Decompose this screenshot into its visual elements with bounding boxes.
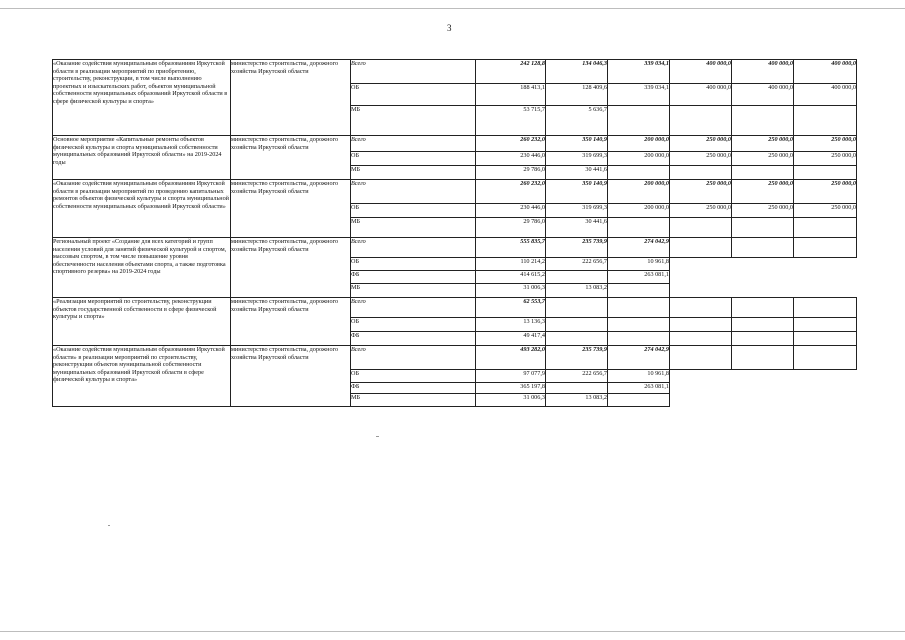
amount-cell (732, 271, 794, 284)
amount-cell: 400 000,0 (670, 84, 732, 106)
amount-cell: 134 046,3 (546, 60, 608, 84)
amount-cell (732, 394, 794, 407)
page-number: 3 (447, 23, 452, 33)
amount-cell (670, 318, 732, 332)
amount-cell: 400 000,0 (794, 84, 857, 106)
amount-cell: 31 006,3 (476, 284, 546, 298)
amount-cell: 400 000,0 (794, 60, 857, 84)
amount-cell (732, 258, 794, 271)
amount-cell (794, 106, 857, 136)
funding-source: ОБ (351, 318, 476, 332)
amount-cell (670, 238, 732, 258)
amount-cell (670, 258, 732, 271)
responsible-executor: министерство строительства, дорожного хозяйства Иркутской области (231, 180, 351, 238)
amount-cell (794, 166, 857, 180)
amount-cell (794, 394, 857, 407)
amount-cell: 250 000,0 (670, 204, 732, 218)
amount-cell: 200 000,0 (608, 204, 670, 218)
amount-cell: 350 140,9 (546, 180, 608, 204)
amount-cell: 62 553,7 (476, 298, 546, 318)
funding-source: ФБ (351, 332, 476, 346)
amount-cell (794, 238, 857, 258)
amount-cell (670, 284, 732, 298)
funding-source: Всего (351, 60, 476, 84)
amount-cell (732, 166, 794, 180)
amount-cell: 222 656,7 (546, 258, 608, 271)
amount-cell: 274 042,9 (608, 346, 670, 370)
funding-source: Всего (351, 136, 476, 152)
amount-cell (608, 284, 670, 298)
amount-cell: 339 034,1 (608, 84, 670, 106)
amount-cell: 235 739,9 (546, 238, 608, 258)
amount-cell (794, 383, 857, 394)
budget-row (53, 298, 857, 318)
responsible-executor: министерство строительства, дорожного хозяйства Иркутской области (231, 136, 351, 180)
amount-cell: 250 000,0 (732, 152, 794, 166)
amount-cell: 250 000,0 (732, 204, 794, 218)
amount-cell: 29 786,0 (476, 166, 546, 180)
amount-cell: 200 000,0 (608, 136, 670, 152)
amount-cell (546, 332, 608, 346)
amount-cell: 13 136,3 (476, 318, 546, 332)
amount-cell (794, 298, 857, 318)
budget-row (53, 238, 857, 258)
amount-cell (670, 346, 732, 370)
amount-cell (732, 383, 794, 394)
amount-cell: 555 835,7 (476, 238, 546, 258)
amount-cell (794, 258, 857, 271)
amount-cell (732, 284, 794, 298)
amount-cell: 350 140,9 (546, 136, 608, 152)
budget-row (53, 60, 857, 84)
amount-cell: 242 128,8 (476, 60, 546, 84)
amount-cell: 188 413,1 (476, 84, 546, 106)
amount-cell (546, 318, 608, 332)
amount-cell: 53 715,7 (476, 106, 546, 136)
amount-cell (732, 346, 794, 370)
amount-cell: 263 081,1 (608, 271, 670, 284)
amount-cell (732, 238, 794, 258)
funding-source: Всего (351, 298, 476, 318)
amount-cell: 250 000,0 (794, 136, 857, 152)
amount-cell: 128 409,6 (546, 84, 608, 106)
amount-cell: 29 786,0 (476, 218, 546, 238)
amount-cell (670, 370, 732, 383)
funding-source: ОБ (351, 152, 476, 166)
amount-cell: 222 656,7 (546, 370, 608, 383)
amount-cell (732, 298, 794, 318)
activity-name: Основное мероприятие «Капитальные ремонты объектов физической культуры и спорта муниципальной собственности муниципальных образований Иркутской области» на 2019-2024 годы (53, 136, 231, 180)
activity-name: «Реализация мероприятий по строительству, реконструкции объектов государственной собственности в сфере физической культуры и спорта» (53, 298, 231, 346)
amount-cell: 200 000,0 (608, 152, 670, 166)
amount-cell: 493 282,0 (476, 346, 546, 370)
amount-cell (794, 332, 857, 346)
amount-cell (794, 218, 857, 238)
amount-cell: 30 441,6 (546, 166, 608, 180)
responsible-executor: министерство строительства, дорожного хозяйства Иркутской области (231, 60, 351, 136)
amount-cell (608, 218, 670, 238)
amount-cell: 250 000,0 (670, 180, 732, 204)
amount-cell: 97 077,9 (476, 370, 546, 383)
amount-cell: 10 961,8 (608, 258, 670, 271)
amount-cell: 10 961,8 (608, 370, 670, 383)
amount-cell: 250 000,0 (794, 180, 857, 204)
amount-cell: 274 042,9 (608, 238, 670, 258)
budget-row (53, 180, 857, 204)
funding-source: Всего (351, 346, 476, 370)
amount-cell (670, 383, 732, 394)
funding-source: МБ (351, 106, 476, 136)
amount-cell (608, 166, 670, 180)
amount-cell (670, 166, 732, 180)
funding-source: Всего (351, 180, 476, 204)
amount-cell (608, 318, 670, 332)
amount-cell: 260 232,0 (476, 180, 546, 204)
funding-source: МБ (351, 166, 476, 180)
funding-source: ОБ (351, 204, 476, 218)
amount-cell (732, 106, 794, 136)
activity-name: «Оказание содействия муниципальным образованиям Иркутской области в реализации мероприятий по приобретению, строительству, реконструкции, в том числе выполнению проектных и изыскательских работ, объектов муниципальной собственности муниципальных образований Иркутской области в сфере физической культуры и спорта» (53, 60, 231, 136)
amount-cell: 250 000,0 (670, 136, 732, 152)
amount-cell: 13 083,2 (546, 394, 608, 407)
activity-name: «Оказание содействия муниципальным образованиям Иркутской области» в реализации мероприятий по строительству, реконструкции объектов муниципальной собственности муниципальных образований Иркутской области в сфере физической культуры и спорта» (53, 346, 231, 407)
amount-cell (608, 106, 670, 136)
amount-cell (546, 383, 608, 394)
amount-cell: 339 034,1 (608, 60, 670, 84)
amount-cell: 250 000,0 (670, 152, 732, 166)
scan-speck (108, 525, 110, 526)
amount-cell (794, 346, 857, 370)
amount-cell (670, 218, 732, 238)
funding-source: ФБ (351, 271, 476, 284)
amount-cell (794, 271, 857, 284)
amount-cell (670, 332, 732, 346)
budget-row (53, 136, 857, 152)
amount-cell: 49 417,4 (476, 332, 546, 346)
amount-cell (732, 218, 794, 238)
funding-source: ОБ (351, 258, 476, 271)
amount-cell: 30 441,6 (546, 218, 608, 238)
amount-cell: 31 006,3 (476, 394, 546, 407)
funding-source: ФБ (351, 383, 476, 394)
amount-cell (608, 332, 670, 346)
funding-source: Всего (351, 238, 476, 258)
amount-cell (670, 106, 732, 136)
amount-cell: 414 615,2 (476, 271, 546, 284)
funding-source: МБ (351, 394, 476, 407)
amount-cell (670, 394, 732, 407)
amount-cell (732, 370, 794, 383)
funding-source: ОБ (351, 84, 476, 106)
amount-cell (794, 284, 857, 298)
funding-source: МБ (351, 284, 476, 298)
amount-cell: 400 000,0 (732, 84, 794, 106)
amount-cell: 200 000,0 (608, 180, 670, 204)
scan-speck (376, 436, 379, 437)
amount-cell (546, 298, 608, 318)
amount-cell: 110 214,2 (476, 258, 546, 271)
amount-cell: 263 081,1 (608, 383, 670, 394)
activity-name: «Оказание содействия муниципальным образованиям Иркутской области в реализации мероприятий по проведению капитальных ремонтов объектов физической культуры и спорта муниципальной собственности муниципальных образований Иркутской области» (53, 180, 231, 238)
amount-cell: 319 699,3 (546, 152, 608, 166)
amount-cell: 365 197,8 (476, 383, 546, 394)
amount-cell: 400 000,0 (670, 60, 732, 84)
budget-row (53, 346, 857, 370)
amount-cell: 250 000,0 (794, 152, 857, 166)
budget-table (52, 59, 857, 407)
funding-source: ОБ (351, 370, 476, 383)
amount-cell: 235 739,9 (546, 346, 608, 370)
amount-cell (732, 332, 794, 346)
amount-cell: 13 083,2 (546, 284, 608, 298)
amount-cell: 5 636,7 (546, 106, 608, 136)
amount-cell (546, 271, 608, 284)
activity-name: Региональный проект «Создание для всех категорий и групп населения условий для занятий физической культурой и спортом, массовым спортом, в том числе повышение уровня обеспеченности населения объектами спорта, а также подготовка спортивного резерва» на 2019-2024 годы (53, 238, 231, 298)
amount-cell (608, 298, 670, 318)
responsible-executor: министерство строительства, дорожного хозяйства Иркутской области (231, 238, 351, 298)
funding-source: МБ (351, 218, 476, 238)
amount-cell (608, 394, 670, 407)
amount-cell (670, 271, 732, 284)
amount-cell (732, 318, 794, 332)
amount-cell: 319 699,3 (546, 204, 608, 218)
amount-cell (670, 298, 732, 318)
amount-cell: 250 000,0 (794, 204, 857, 218)
amount-cell: 400 000,0 (732, 60, 794, 84)
amount-cell: 250 000,0 (732, 136, 794, 152)
amount-cell: 260 232,0 (476, 136, 546, 152)
responsible-executor: министерство строительства, дорожного хозяйства Иркутской области (231, 346, 351, 407)
amount-cell: 230 446,0 (476, 152, 546, 166)
amount-cell (794, 370, 857, 383)
amount-cell (794, 318, 857, 332)
amount-cell: 250 000,0 (732, 180, 794, 204)
amount-cell: 230 446,0 (476, 204, 546, 218)
responsible-executor: министерство строительства, дорожного хозяйства Иркутской области (231, 298, 351, 346)
